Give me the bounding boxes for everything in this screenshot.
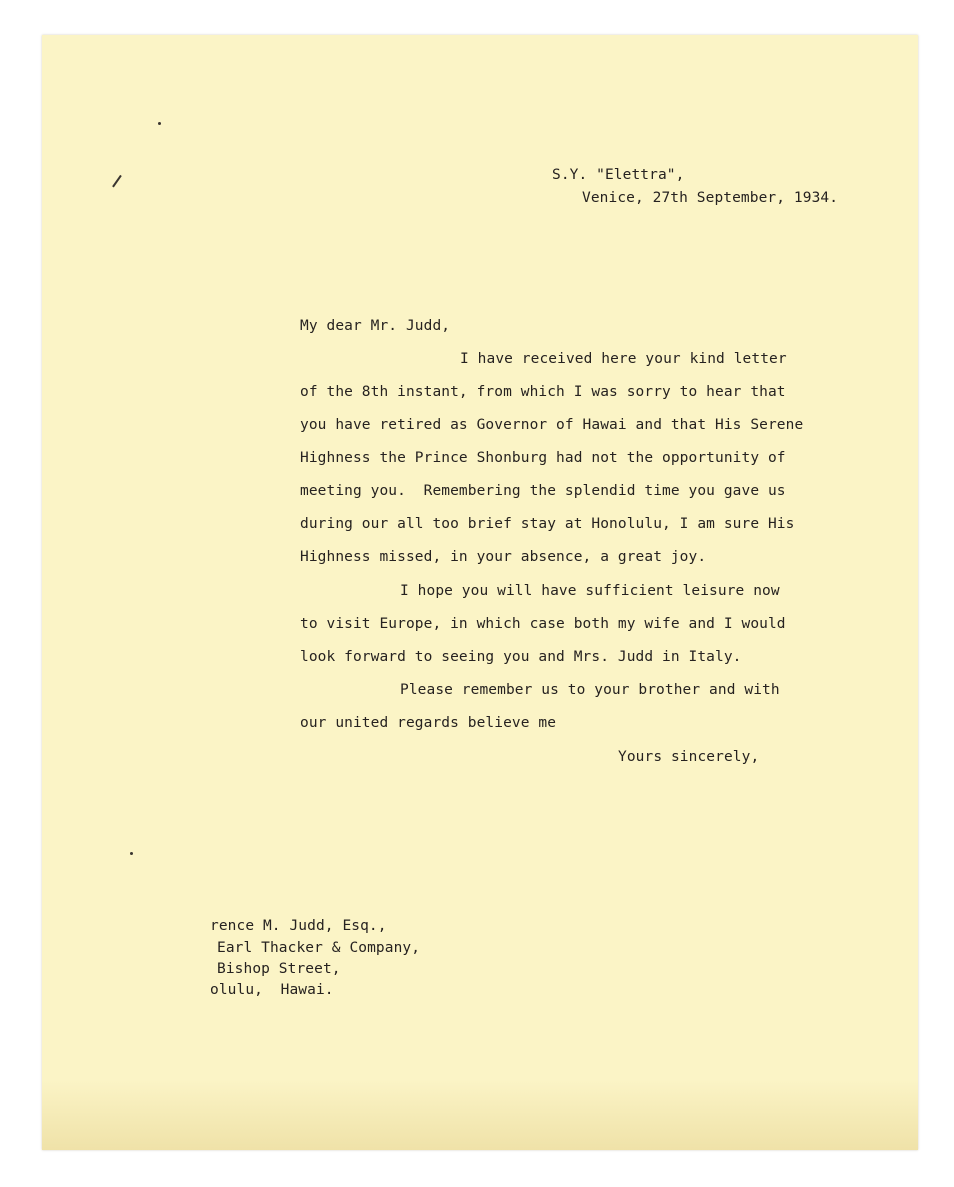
letter-page — [42, 35, 918, 1150]
paper-speck — [130, 852, 133, 855]
body-line: during our all too brief stay at Honolulu, I am sure His — [300, 516, 795, 532]
address-line: olulu, Hawai. — [210, 982, 334, 998]
body-line: to visit Europe, in which case both my wife and I would — [300, 616, 786, 632]
body-line: meeting you. Remembering the splendid time you gave us — [300, 483, 786, 499]
body-line: our united regards believe me — [300, 715, 557, 731]
address-line: rence M. Judd, Esq., — [210, 918, 387, 934]
body-line: I have received here your kind letter — [460, 351, 787, 367]
body-line: you have retired as Governor of Hawai and that His Serene — [300, 417, 804, 433]
letter-date: Venice, 27th September, 1934. — [582, 190, 839, 206]
sender-location: S.Y. "Elettra", — [552, 167, 685, 183]
body-line: of the 8th instant, from which I was sorry to hear that — [300, 384, 786, 400]
closing: Yours sincerely, — [618, 749, 760, 765]
body-line: I hope you will have sufficient leisure now — [400, 583, 780, 599]
body-line: Please remember us to your brother and with — [400, 682, 780, 698]
body-line: Highness missed, in your absence, a great joy. — [300, 549, 707, 565]
address-line: Earl Thacker & Company, — [217, 940, 421, 956]
paper-speck — [158, 122, 161, 125]
address-line: Bishop Street, — [217, 961, 341, 977]
body-line: Highness the Prince Shonburg had not the opportunity of — [300, 450, 786, 466]
salutation: My dear Mr. Judd, — [300, 318, 451, 334]
paper-blemish — [112, 175, 121, 187]
body-line: look forward to seeing you and Mrs. Judd in Italy. — [300, 649, 742, 665]
